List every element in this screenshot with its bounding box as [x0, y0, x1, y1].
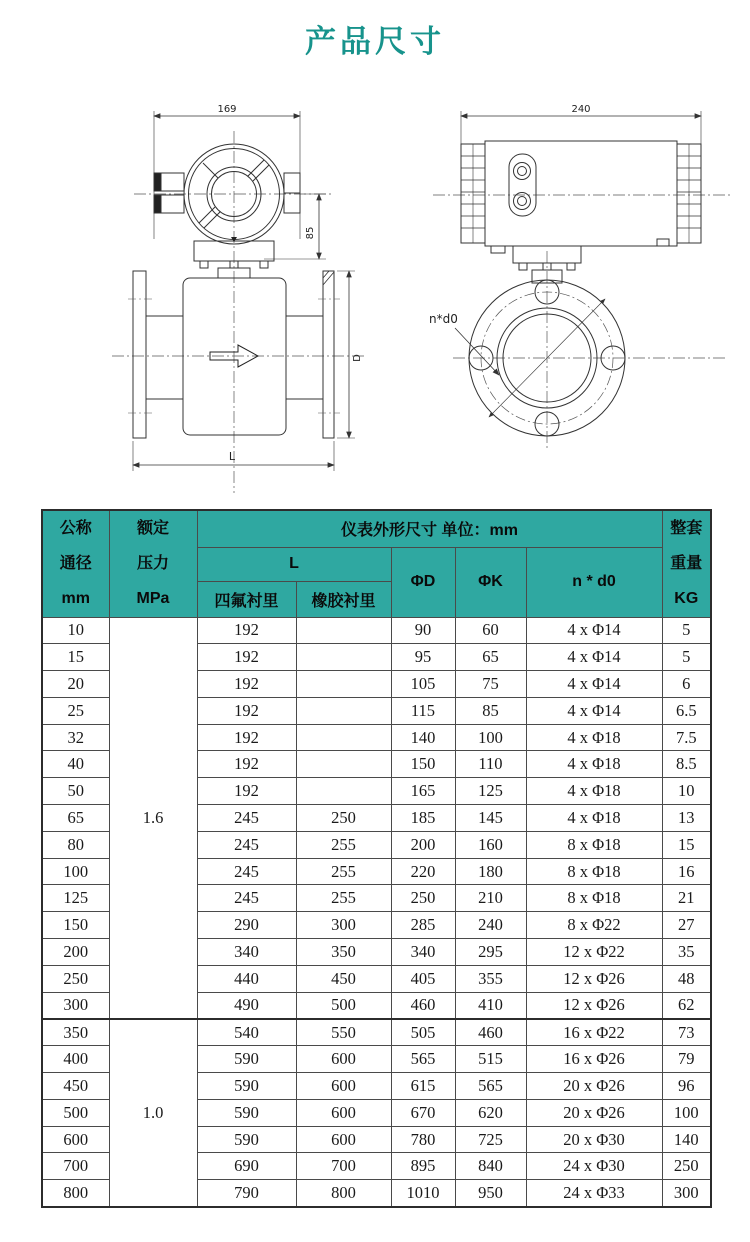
- cell-weight: 48: [662, 965, 711, 992]
- cell-dn: 450: [42, 1073, 109, 1100]
- header-dn-line3: mm: [61, 590, 90, 608]
- cell-weight: 140: [662, 1126, 711, 1153]
- cell-ptfe-l: 790: [197, 1180, 296, 1207]
- cell-phi-k: 60: [455, 617, 526, 644]
- header-weight-line3: KG: [674, 590, 699, 608]
- front-view-geometry: [112, 111, 364, 493]
- front-view-drawing: [82, 101, 422, 501]
- cell-n-d0: 8 x Φ18: [526, 885, 662, 912]
- cell-weight: 7.5: [662, 724, 711, 751]
- cell-ptfe-l: 440: [197, 965, 296, 992]
- cell-rubber-l: 800: [296, 1180, 391, 1207]
- cell-rubber-l: [296, 617, 391, 644]
- cell-weight: 5: [662, 644, 711, 671]
- cell-n-d0: 4 x Φ18: [526, 751, 662, 778]
- cell-pressure: 1.0: [109, 1019, 197, 1207]
- cell-weight: 96: [662, 1073, 711, 1100]
- header-pressure-line2: 压力: [136, 555, 169, 573]
- cell-ptfe-l: 245: [197, 831, 296, 858]
- cell-dn: 20: [42, 671, 109, 698]
- cell-ptfe-l: 192: [197, 617, 296, 644]
- front-height-dim-label: 85: [305, 226, 316, 240]
- page-title: 产品尺寸: [305, 24, 445, 59]
- cell-phi-k: 125: [455, 778, 526, 805]
- cell-ptfe-l: 192: [197, 644, 296, 671]
- cell-phi-d: 200: [391, 831, 455, 858]
- side-view-drawing: [425, 101, 745, 501]
- header-weight-line1: 整套: [670, 520, 703, 538]
- header-weight: [662, 510, 711, 617]
- cell-phi-d: 505: [391, 1019, 455, 1046]
- cell-ptfe-l: 590: [197, 1073, 296, 1100]
- cell-phi-d: 220: [391, 858, 455, 885]
- dimensions-table-wrap: [41, 509, 712, 1208]
- cell-phi-d: 115: [391, 697, 455, 724]
- cell-rubber-l: 600: [296, 1073, 391, 1100]
- cell-dn: 300: [42, 992, 109, 1019]
- cell-phi-k: 145: [455, 805, 526, 832]
- cell-phi-d: 670: [391, 1099, 455, 1126]
- cell-dn: 800: [42, 1180, 109, 1207]
- cell-phi-d: 90: [391, 617, 455, 644]
- table-header: [42, 510, 711, 617]
- cell-n-d0: 4 x Φ14: [526, 617, 662, 644]
- cell-weight: 10: [662, 778, 711, 805]
- cell-ptfe-l: 245: [197, 805, 296, 832]
- cell-ptfe-l: 192: [197, 697, 296, 724]
- front-length-dim-label: L: [228, 450, 236, 463]
- cell-rubber-l: 255: [296, 831, 391, 858]
- cell-dn: 50: [42, 778, 109, 805]
- cell-dn: 100: [42, 858, 109, 885]
- cell-rubber-l: 300: [296, 912, 391, 939]
- cell-rubber-l: 550: [296, 1019, 391, 1046]
- cell-dn: 10: [42, 617, 109, 644]
- header-phi-d: ΦD: [391, 547, 455, 617]
- cell-phi-k: 840: [455, 1153, 526, 1180]
- header-ptfe-lining: 四氟衬里: [197, 581, 296, 617]
- cell-weight: 35: [662, 939, 711, 966]
- cell-rubber-l: 350: [296, 939, 391, 966]
- cell-n-d0: 16 x Φ22: [526, 1019, 662, 1046]
- cell-ptfe-l: 590: [197, 1046, 296, 1073]
- cell-n-d0: 12 x Φ22: [526, 939, 662, 966]
- header-outer-dimensions: 仪表外形尺寸 单位：mm: [197, 510, 662, 547]
- cell-rubber-l: 500: [296, 992, 391, 1019]
- technical-drawings: [0, 101, 750, 501]
- side-width-dim-label: 240: [571, 104, 591, 115]
- cell-weight: 27: [662, 912, 711, 939]
- header-l: L: [197, 547, 391, 581]
- cell-phi-d: 1010: [391, 1180, 455, 1207]
- cell-ptfe-l: 690: [197, 1153, 296, 1180]
- cell-weight: 5: [662, 617, 711, 644]
- cell-n-d0: 4 x Φ18: [526, 778, 662, 805]
- cell-dn: 200: [42, 939, 109, 966]
- cell-phi-d: 565: [391, 1046, 455, 1073]
- cell-ptfe-l: 245: [197, 885, 296, 912]
- cell-phi-k: 210: [455, 885, 526, 912]
- cell-rubber-l: 600: [296, 1046, 391, 1073]
- cell-phi-k: 620: [455, 1099, 526, 1126]
- cell-phi-d: 405: [391, 965, 455, 992]
- cell-weight: 16: [662, 858, 711, 885]
- cell-phi-k: 565: [455, 1073, 526, 1100]
- cell-n-d0: 8 x Φ18: [526, 858, 662, 885]
- header-pressure-line3: MPa: [136, 590, 170, 608]
- cell-phi-d: 250: [391, 885, 455, 912]
- cell-rubber-l: [296, 644, 391, 671]
- cell-phi-k: 65: [455, 644, 526, 671]
- header-dn: [42, 510, 109, 617]
- header-dn-line1: 公称: [59, 520, 92, 538]
- cell-dn: 350: [42, 1019, 109, 1046]
- header-phi-k: ΦK: [455, 547, 526, 617]
- dimensions-table-body: [42, 617, 711, 1207]
- cell-n-d0: 24 x Φ30: [526, 1153, 662, 1180]
- cell-phi-k: 355: [455, 965, 526, 992]
- cell-dn: 40: [42, 751, 109, 778]
- cell-weight: 8.5: [662, 751, 711, 778]
- cell-phi-k: 100: [455, 724, 526, 751]
- cell-rubber-l: 255: [296, 885, 391, 912]
- front-diameter-dim-label: D: [352, 354, 363, 362]
- cell-ptfe-l: 290: [197, 912, 296, 939]
- cell-weight: 13: [662, 805, 711, 832]
- cell-dn: 500: [42, 1099, 109, 1126]
- cell-phi-d: 780: [391, 1126, 455, 1153]
- cell-phi-d: 165: [391, 778, 455, 805]
- cell-ptfe-l: 192: [197, 751, 296, 778]
- cell-rubber-l: 600: [296, 1126, 391, 1153]
- cell-phi-d: 150: [391, 751, 455, 778]
- cell-n-d0: 4 x Φ14: [526, 644, 662, 671]
- cell-ptfe-l: 540: [197, 1019, 296, 1046]
- cell-n-d0: 20 x Φ26: [526, 1099, 662, 1126]
- cell-n-d0: 4 x Φ14: [526, 697, 662, 724]
- cell-rubber-l: 600: [296, 1099, 391, 1126]
- cell-ptfe-l: 192: [197, 671, 296, 698]
- cell-phi-k: 410: [455, 992, 526, 1019]
- cell-n-d0: 8 x Φ18: [526, 831, 662, 858]
- cell-dn: 65: [42, 805, 109, 832]
- table-row: [42, 1019, 711, 1046]
- cell-phi-d: 95: [391, 644, 455, 671]
- header-rubber-lining: 橡胶衬里: [296, 581, 391, 617]
- cell-n-d0: 24 x Φ33: [526, 1180, 662, 1207]
- cell-dn: 250: [42, 965, 109, 992]
- cell-phi-d: 185: [391, 805, 455, 832]
- cell-phi-k: 180: [455, 858, 526, 885]
- cell-weight: 15: [662, 831, 711, 858]
- cell-weight: 21: [662, 885, 711, 912]
- table-row: [42, 617, 711, 644]
- cell-n-d0: 16 x Φ26: [526, 1046, 662, 1073]
- cell-ptfe-l: 192: [197, 778, 296, 805]
- cell-n-d0: 12 x Φ26: [526, 965, 662, 992]
- cell-dn: 125: [42, 885, 109, 912]
- cell-ptfe-l: 490: [197, 992, 296, 1019]
- cell-rubber-l: [296, 724, 391, 751]
- cell-n-d0: 4 x Φ18: [526, 805, 662, 832]
- cell-rubber-l: [296, 671, 391, 698]
- cell-rubber-l: [296, 751, 391, 778]
- cell-dn: 15: [42, 644, 109, 671]
- cell-n-d0: 20 x Φ30: [526, 1126, 662, 1153]
- cell-phi-k: 295: [455, 939, 526, 966]
- cell-pressure: 1.6: [109, 617, 197, 1019]
- cell-phi-k: 950: [455, 1180, 526, 1207]
- product-spec-page: [0, 16, 750, 1242]
- cell-ptfe-l: 340: [197, 939, 296, 966]
- cell-ptfe-l: 192: [197, 724, 296, 751]
- cell-phi-k: 75: [455, 671, 526, 698]
- header-weight-line2: 重量: [670, 555, 703, 573]
- cell-phi-k: 460: [455, 1019, 526, 1046]
- cell-phi-d: 105: [391, 671, 455, 698]
- cell-weight: 79: [662, 1046, 711, 1073]
- cell-dn: 700: [42, 1153, 109, 1180]
- cell-dn: 600: [42, 1126, 109, 1153]
- cell-phi-d: 615: [391, 1073, 455, 1100]
- bolt-holes-label: n*d0: [429, 312, 458, 326]
- cell-weight: 73: [662, 1019, 711, 1046]
- cell-rubber-l: [296, 697, 391, 724]
- cell-phi-d: 285: [391, 912, 455, 939]
- cell-phi-d: 340: [391, 939, 455, 966]
- cell-rubber-l: 255: [296, 858, 391, 885]
- dimensions-table: [41, 509, 712, 1208]
- cell-ptfe-l: 245: [197, 858, 296, 885]
- cell-dn: 25: [42, 697, 109, 724]
- cell-phi-k: 725: [455, 1126, 526, 1153]
- cell-ptfe-l: 590: [197, 1126, 296, 1153]
- cell-rubber-l: 250: [296, 805, 391, 832]
- header-dn-line2: 通径: [59, 555, 92, 573]
- cell-weight: 62: [662, 992, 711, 1019]
- cell-phi-k: 85: [455, 697, 526, 724]
- side-view-geometry: [433, 111, 731, 449]
- cell-n-d0: 4 x Φ18: [526, 724, 662, 751]
- cell-phi-k: 160: [455, 831, 526, 858]
- cell-phi-k: 240: [455, 912, 526, 939]
- cell-weight: 250: [662, 1153, 711, 1180]
- cell-ptfe-l: 590: [197, 1099, 296, 1126]
- front-width-dim-label: 169: [217, 104, 237, 115]
- header-n-d0: n * d0: [526, 547, 662, 617]
- cell-phi-d: 460: [391, 992, 455, 1019]
- cell-phi-d: 140: [391, 724, 455, 751]
- cell-n-d0: 8 x Φ22: [526, 912, 662, 939]
- cell-dn: 80: [42, 831, 109, 858]
- cell-weight: 6: [662, 671, 711, 698]
- cell-dn: 150: [42, 912, 109, 939]
- cell-weight: 300: [662, 1180, 711, 1207]
- cell-phi-d: 895: [391, 1153, 455, 1180]
- cell-rubber-l: 450: [296, 965, 391, 992]
- cell-rubber-l: [296, 778, 391, 805]
- cell-dn: 400: [42, 1046, 109, 1073]
- cell-phi-k: 515: [455, 1046, 526, 1073]
- cell-n-d0: 12 x Φ26: [526, 992, 662, 1019]
- cell-n-d0: 20 x Φ26: [526, 1073, 662, 1100]
- header-pressure: [109, 510, 197, 617]
- cell-weight: 100: [662, 1099, 711, 1126]
- header-pressure-line1: 额定: [136, 520, 169, 538]
- cell-weight: 6.5: [662, 697, 711, 724]
- cell-n-d0: 4 x Φ14: [526, 671, 662, 698]
- cell-rubber-l: 700: [296, 1153, 391, 1180]
- cell-phi-k: 110: [455, 751, 526, 778]
- cell-dn: 32: [42, 724, 109, 751]
